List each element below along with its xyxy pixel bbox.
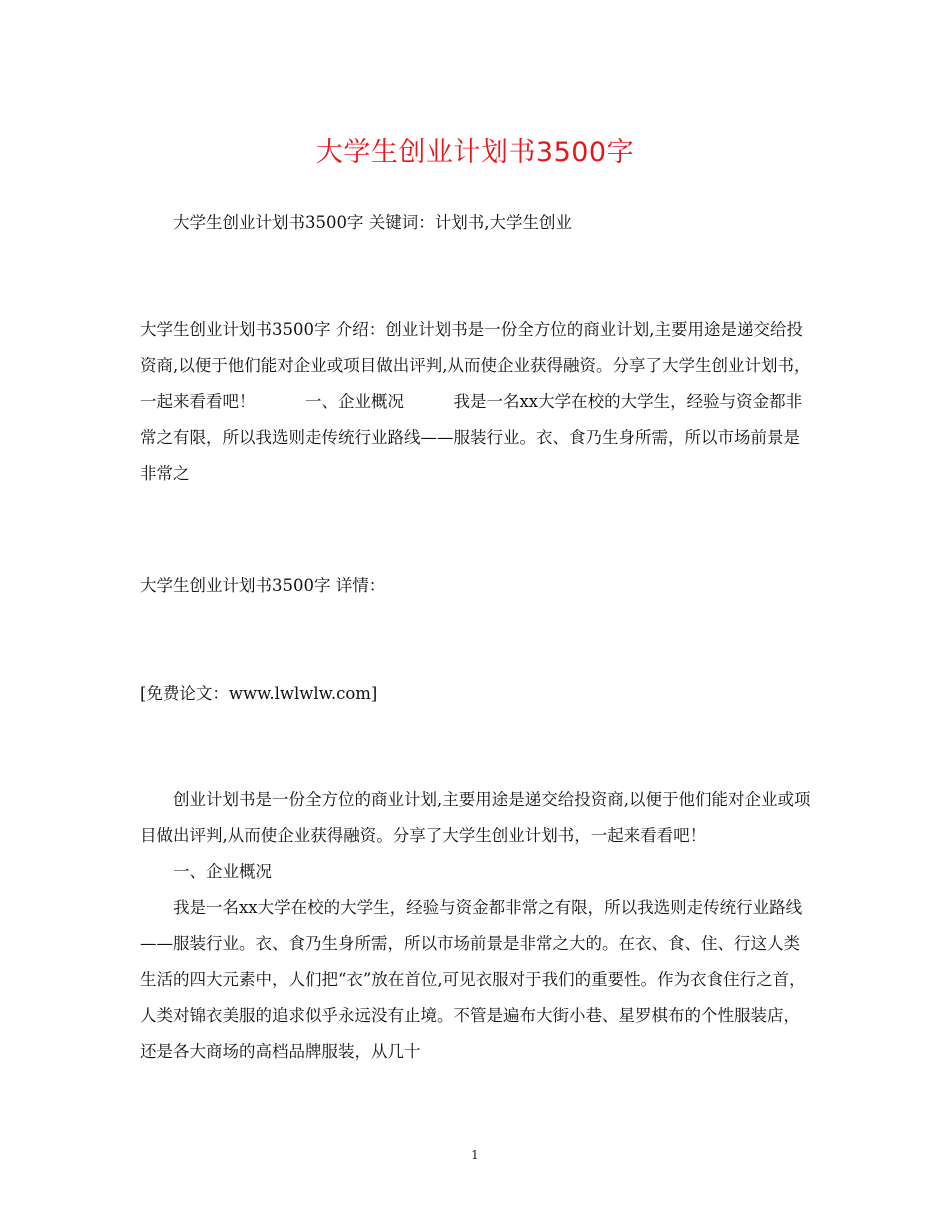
source-note: [免费论文：www.lwlwlw.com] xyxy=(140,684,378,703)
body-paragraph: 我是一名xx大学在校的大学生，经验与资金都非常之有限，所以我选则走传统行业路线——服装行业。衣、食乃生身所需，所以市场前景是非常之大的。在衣、食、住、行这人类生活的四大元素中，人们把“衣”放在首位,可见衣服对于我们的重要性。作为衣食住行之首，人类对锦衣美服的追求似乎永远没有止境。不管是遍布大街小巷、星罗棋布的个性服装店，还是各大商场的高档品牌服装，从几十 xyxy=(140,898,806,1061)
intro-paragraph: 大学生创业计划书3500字 介绍：创业计划书是一份全方位的商业计划,主要用途是递交给投资商,以便于他们能对企业或项目做出评判,从而使企业获得融资。分享了大学生创业计划书，一起来看看吧！ 一、企业概况 我是一名xx大学在校的大学生，经验与资金都非常之有限，所以我选则走传统行业路线——服装行业。衣、食乃生身所需，所以市场前景是非常之 xyxy=(140,320,811,483)
section-heading: 一、企业概况 xyxy=(173,862,272,881)
details-label: 大学生创业计划书3500字 详情： xyxy=(140,576,386,595)
page-number: 1 xyxy=(471,1148,479,1162)
document-title: 大学生创业计划书3500字 xyxy=(315,137,635,168)
body-content xyxy=(140,782,812,1070)
body-paragraph: 创业计划书是一份全方位的商业计划,主要用途是递交给投资商,以便于他们能对企业或项目做出评判,从而使企业获得融资。分享了大学生创业计划书，一起来看看吧！ xyxy=(140,790,811,845)
keywords-line: 大学生创业计划书3500字 关键词：计划书,大学生创业 xyxy=(173,213,572,232)
